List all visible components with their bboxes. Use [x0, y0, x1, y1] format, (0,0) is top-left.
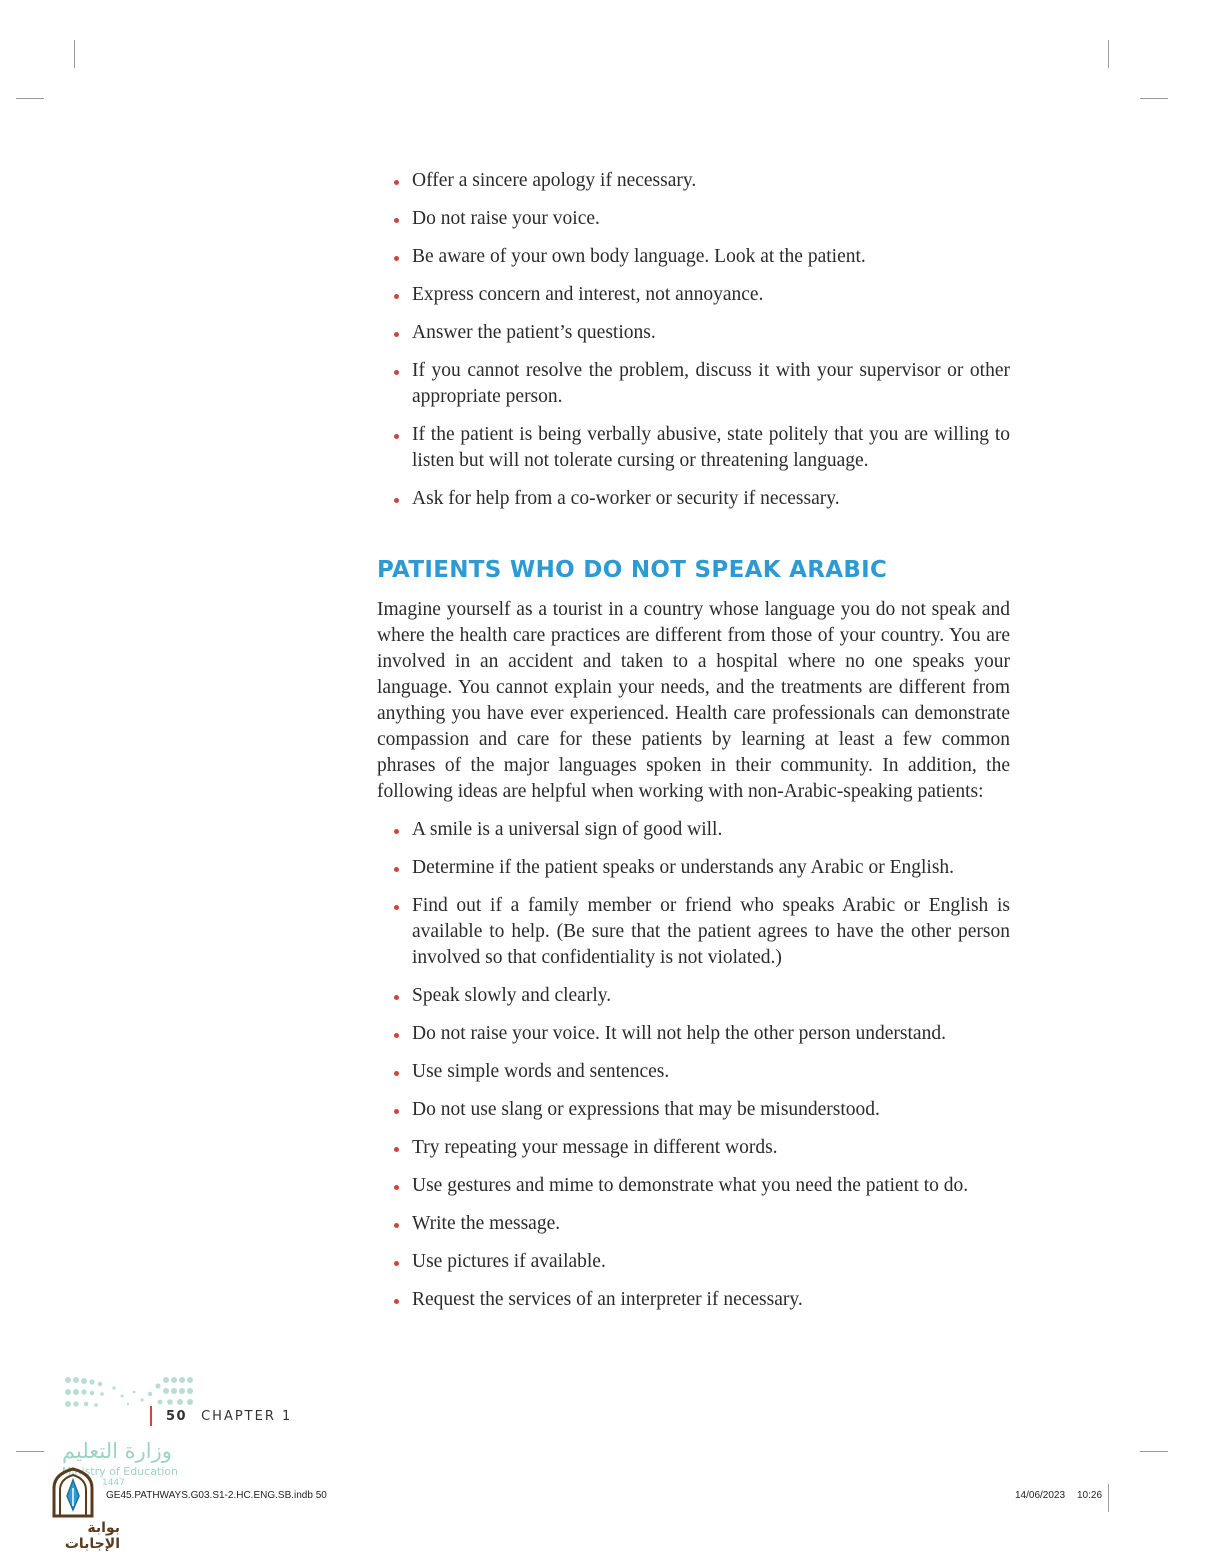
list-item: If the patient is being verbally abusive, state politely that you are willing to listen but will not tolerate cursing or threatening language.	[377, 422, 1010, 474]
page-number: 50	[166, 1408, 188, 1424]
list-item: Determine if the patient speaks or understands any Arabic or English.	[377, 855, 1010, 881]
crop-mark-left-top	[16, 98, 44, 99]
ministry-year: 1447	[102, 1478, 125, 1488]
list-item: Answer the patient’s questions.	[377, 320, 1010, 346]
crop-mark-left-bottom	[16, 1451, 44, 1452]
watermark-logo	[30, 1466, 120, 1552]
list-item: Speak slowly and clearly.	[377, 983, 1010, 1009]
list-item: Request the services of an interpreter if necessary.	[377, 1287, 1010, 1313]
list-item: Do not use slang or expressions that may be misunderstood.	[377, 1097, 1010, 1123]
bullet-list-bottom	[377, 817, 1010, 1313]
list-item: Express concern and interest, not annoyance.	[377, 282, 1010, 308]
ministry-dots-icon	[62, 1374, 202, 1410]
list-item: Find out if a family member or friend who speaks Arabic or English is available to help. (Be sure that the patient agrees to have the other person involved so that confidentiality is not violated.)	[377, 893, 1010, 971]
crop-mark-right-bottom	[1140, 1451, 1168, 1452]
list-item: Do not raise your voice. It will not help the other person understand.	[377, 1021, 1010, 1047]
watermark-text: بوابة الإجابات	[64, 1520, 120, 1552]
slug-date: 14/06/2023	[1015, 1490, 1066, 1501]
list-item: Try repeating your message in different words.	[377, 1135, 1010, 1161]
main-column	[377, 166, 1010, 1325]
list-item: Write the message.	[377, 1211, 1010, 1237]
bullet-list-top	[377, 168, 1010, 512]
section-paragraph: Imagine yourself as a tourist in a country whose language you do not speak and where the health care practices are different from those of your country. You are involved in an accident and taken to a hospital where no one speaks your language. You cannot explain your needs, and the treatments are different from anything you have ever experienced. Health care professionals can demonstrate compassion and care for these patients by learning at least a few common phrases of the major languages spoken in their community. In addition, the following ideas are helpful when working with non-Arabic-speaking patients:	[377, 599, 1010, 802]
crop-mark-top-left	[74, 40, 75, 68]
list-item: Be aware of your own body language. Look at the patient.	[377, 244, 1010, 270]
list-item: Use simple words and sentences.	[377, 1059, 1010, 1085]
list-item: A smile is a universal sign of good will.	[377, 817, 1010, 843]
file-slug: GE45.PATHWAYS.G03.S1-2.HC.ENG.SB.indb 50	[106, 1490, 327, 1501]
list-item: Do not raise your voice.	[377, 206, 1010, 232]
list-item: Offer a sincere apology if necessary.	[377, 168, 1010, 194]
ministry-name-english: Ministry of Education	[62, 1465, 179, 1478]
list-item: Use gestures and mime to demonstrate what you need the patient to do.	[377, 1173, 1010, 1199]
ministry-name-arabic: وزارة التعليم	[62, 1439, 172, 1463]
crop-mark-right-top	[1140, 98, 1168, 99]
page-folio	[150, 1406, 292, 1426]
list-item: If you cannot resolve the problem, discuss it with your supervisor or other appropriate person.	[377, 358, 1010, 410]
list-item: Ask for help from a co-worker or security if necessary.	[377, 486, 1010, 512]
list-item: Use pictures if available.	[377, 1249, 1010, 1275]
slug-time: 10:26	[1077, 1490, 1103, 1501]
crop-mark-bottom-right	[1108, 1484, 1109, 1512]
section-heading: PATIENTS WHO DO NOT SPEAK ARABIC	[377, 557, 888, 583]
mosque-pen-icon	[48, 1466, 98, 1518]
chapter-label: CHAPTER 1	[201, 1408, 293, 1424]
folio-divider	[150, 1406, 152, 1426]
crop-mark-top-right	[1108, 40, 1109, 68]
